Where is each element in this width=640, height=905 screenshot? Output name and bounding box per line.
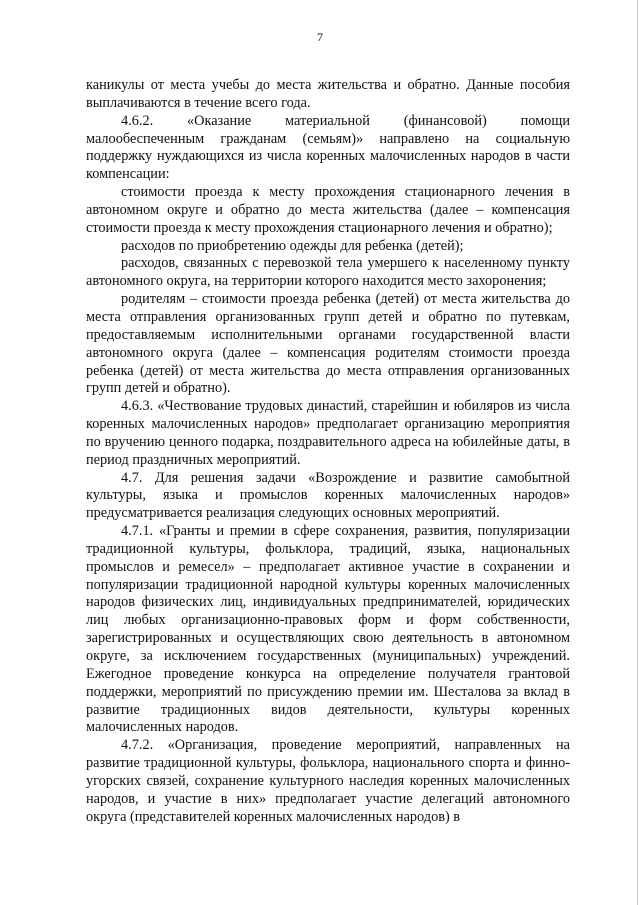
- paragraph: 4.7.2. «Организация, проведение мероприятий, направленных на развитие традиционной культуры, фольклора, национального спорта и финно-угорских связей, сохранение культурного наследия коренных малочисленных народов, и участие в них» предполагает участие делегаций автономного округа (представителей коренных малочисленных народов) в: [86, 737, 570, 825]
- page-edge: [637, 0, 638, 905]
- page-number: 7: [317, 30, 323, 44]
- paragraph: 4.6.2. «Оказание материальной (финансовой) помощи малообеспеченным гражданам (семьям)» направлено на социальную поддержку нуждающихся из числа коренных малочисленных народов в части компенсации:: [86, 112, 570, 183]
- paragraph: 4.7. Для решения задачи «Возрождение и развитие самобытной культуры, языка и промыслов коренных малочисленных народов» предусматривается реализация следующих основных мероприятий.: [86, 469, 570, 522]
- document-body: [86, 77, 570, 826]
- paragraph: расходов по приобретению одежды для ребенка (детей);: [121, 237, 464, 254]
- paragraph: каникулы от места учебы до места жительства и обратно. Данные пособия выплачиваются в течение всего года.: [86, 77, 570, 111]
- paragraph: родителям – стоимости проезда ребенка (детей) от места жительства до места отправления организованных групп детей и обратно по путевкам, предоставляемым исполнительными органами государственной власти автономного округа (далее – компенсация родителям стоимости проезда ребенка (детей) от места жительства до места отправления организованных групп детей и обратно).: [86, 291, 570, 397]
- paragraph: расходов, связанных с перевозкой тела умершего к населенному пункту автономного округа, на территории которого находится место захоронения;: [86, 255, 570, 290]
- paragraph: 4.6.3. «Чествование трудовых династий, старейшин и юбиляров из числа коренных малочисленных народов» предполагает организацию мероприятия по вручению ценного подарка, поздравительного адреса на юбилейные даты, в период праздничных мероприятий.: [86, 398, 570, 468]
- paragraph: 4.7.1. «Гранты и премии в сфере сохранения, развития, популяризации традиционной культуры, фольклора, традиций, языка, национальных промыслов и ремесел» – предполагает активное участие в сохранении и популяризации традиционной народной культуры коренных малочисленных народов физических лиц, индивидуальных предпринимателей, юридических лиц любых организационно-правовых форм и форм собственности, зарегистрированных и осуществляющих свою деятельность в автономном округе, за исключением государственных (муниципальных) учреждений. Ежегодное проведение конкурса на определение получателя грантовой поддержки, мероприятий по присуждению премии им. Шесталова за вклад в развитие традиционных видов деятельности, культуры коренных малочисленных народов.: [86, 523, 570, 736]
- paragraph: стоимости проезда к месту прохождения стационарного лечения в автономном округе и обратно до места жительства (далее – компенсация стоимости проезда к месту прохождения стационарного лечения и обратно);: [86, 184, 570, 236]
